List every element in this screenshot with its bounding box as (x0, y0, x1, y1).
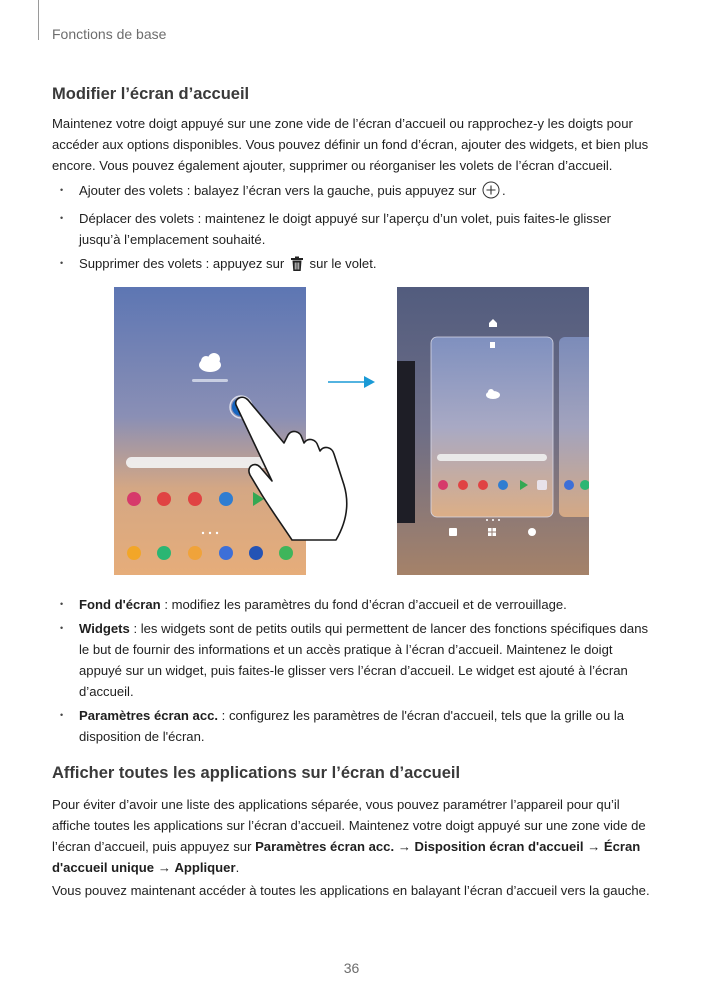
option-home-settings: • Paramètres écran acc. : configurez les paramètres de l'écran d'accueil, tels que la grille ou la disposition de l'écran. (52, 705, 652, 747)
section-title-edit-home: Modifier l’écran d’accueil (52, 85, 250, 103)
transition-arrow-icon (326, 372, 376, 392)
bullet-add-panel: • Ajouter des volets : balayez l’écran vers la gauche, puis appuyez sur . (52, 180, 652, 205)
section-title-show-all-apps: Afficher toutes les applications sur l’écran d’accueil (52, 764, 461, 782)
intro-paragraph: Maintenez votre doigt appuyé sur une zone vide de l’écran d’accueil ou rapprochez-y les doigts pour accéder aux options disponibles. Vous pouvez définir un fond d’écran, ajouter des widgets, et bien plus encore. Vous pouvez également ajouter, supprimer ou réorganiser les volets de l’écran d’accueil. (52, 116, 649, 173)
hand-gesture-icon (232, 395, 362, 545)
header-rule (38, 0, 39, 40)
page-number: 36 (343, 960, 360, 976)
options-bullets (52, 594, 652, 750)
trash-icon (290, 256, 304, 278)
option-widgets: • Widgets : les widgets sont de petits outils qui permettent de lancer des fonctions spécifiques dans le but de fournir des informations et un accès pratique à l’écran d’accueil. Maintenez le doigt appuyé sur un widget, puis faites-le glisser vers l’écran d’accueil. Le widget est ajouté à l’écran d’accueil. (52, 618, 652, 702)
section-header: Fonctions de base (52, 26, 167, 42)
option-wallpaper: • Fond d'écran : modifiez les paramètres du fond d’écran d’accueil et de verrouillage. (52, 594, 652, 615)
swipe-paragraph: Vous pouvez maintenant accéder à toutes les applications en balayant l’écran d’accueil vers la gauche. (52, 883, 650, 898)
show-all-apps-paragraph: Pour éviter d’avoir une liste des applications séparée, vous pouvez paramétrer l’appareil pour qu’il affiche toutes les applications sur l’écran d’accueil. Maintenez votre doigt appuyé sur une zone vide de l’écran d’accueil, puis appuyez sur Paramètres écran acc. → Disposition écran d'accueil → Écran d'accueil unique → Appliquer. (52, 797, 646, 875)
panel-bullets (52, 180, 652, 281)
bullet-move-panel: • Déplacer des volets : maintenez le doigt appuyé sur l’aperçu d’un volet, puis faites-le glisser jusqu’à l’emplacement souhaité. (52, 208, 652, 250)
trash-small-icon (490, 342, 495, 348)
bullet-delete-panel: • Supprimer des volets : appuyez sur sur le volet. (52, 253, 652, 278)
plus-circle-icon (482, 181, 500, 205)
edit-mode-illustration (397, 287, 589, 575)
